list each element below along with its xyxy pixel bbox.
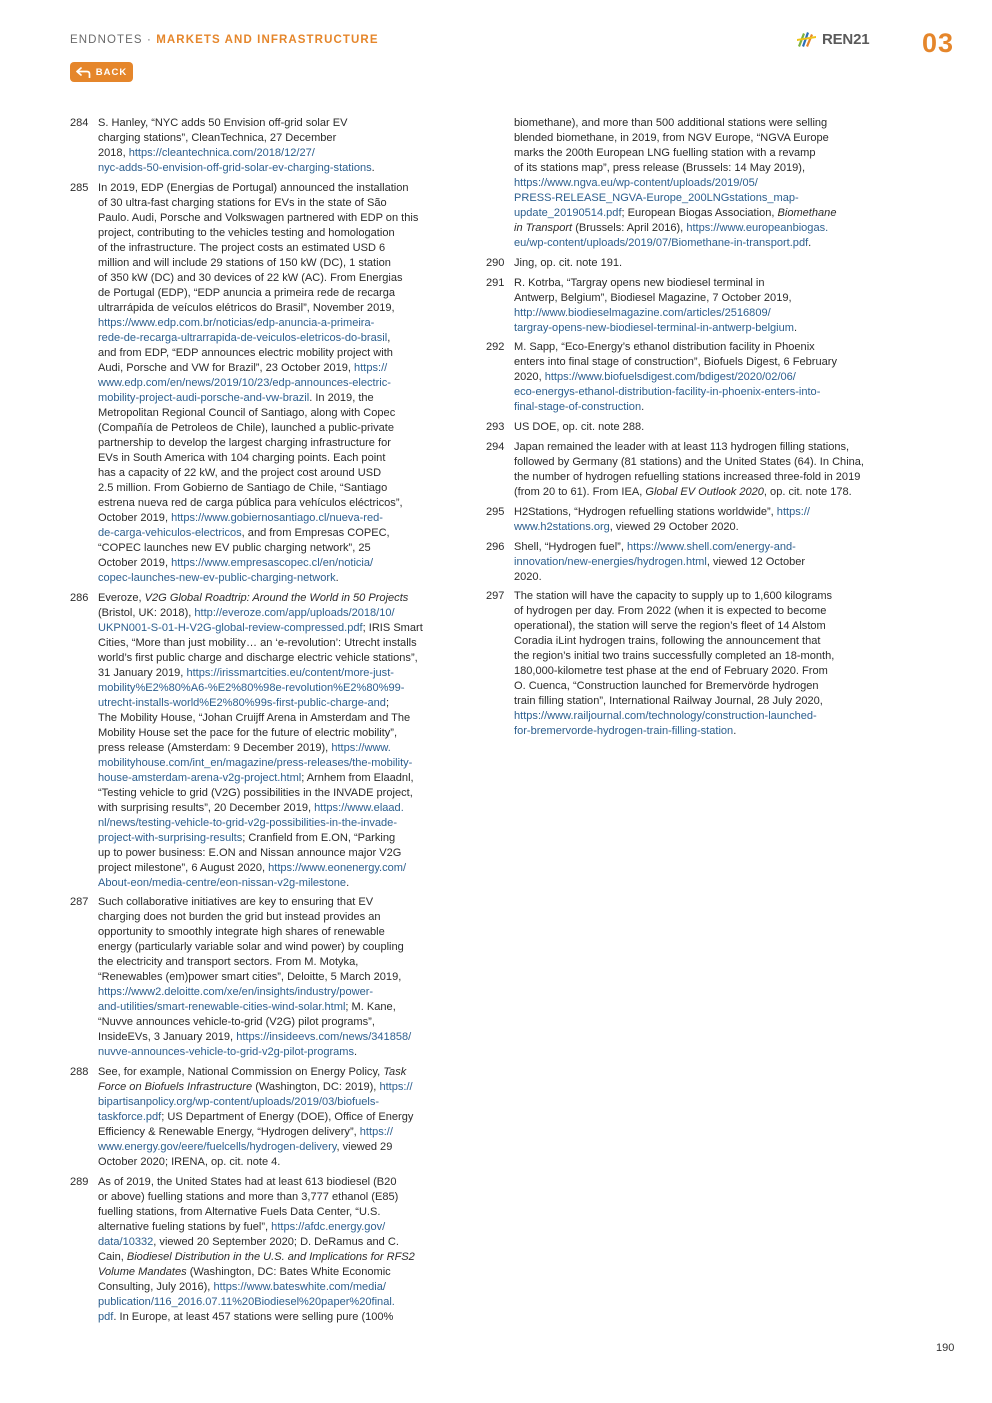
ren21-logo-icon <box>796 30 818 48</box>
endnote-text: In 2019, EDP (Energias de Portugal) announced the installation of 30 ultra-fast charging stations for EVs in the state of São Paulo. Audi, Porsche and Volkswagen partnered with EDP on this project, contributing to the vehicles testing and homologation of the infrastructure. The project costs an estimated USD 6 million and will include 29 stations of 150 kW (DC), 1 station of 350 kW (DC) and 30 devices of 22 kW (AC). From Energias de Portugal (EDP), “EDP anuncia a primeira rede de recarga ultrarrápida de veículos elétricos do Brasil”, November 2019, https://www.edp.com.br/noticias/edp-anuncia-a-primeira- rede-de-recarga-ultrarrapida-de-veiculos-eletricos-do-brasil, and from EDP, “EDP announces electric mobility project with Audi, Porsche and VW for Brazil”, 23 October 2019, https:// www.edp.com/en/news/2019/10/23/edp-announces-electric- mobility-project-audi-porsche-and-vw-brazil. In 2019, the Metropolitan Regional Council of Santiago, along with Copec (Compañía de Petroleos de Chile), launched a public-private partnership to develop the largest charging infrastructure for EVs in South America with 104 charging points. Each point has a capacity of 22 kW, and the project cost around USD 2.5 million. From Gobierno de Santiago de Chile, “Santiago estrena nueva red de carga pública para vehículos eléctricos”, October 2019, https://www.gobiernosantiago.cl/nueva-red- de-carga-vehiculos-electricos, and from Empresas COPEC, “COPEC launches new EV public charging network”, 25 October 2019, https://www.empresascopec.cl/en/noticia/ copec-launches-new-ev-public-charging-network. <box>98 181 419 584</box>
endnote-text: Japan remained the leader with at least 113 hydrogen filling stations, followed by Germany (81 stations) and the United States (64). In China, the number of hydrogen refuelling stations increased three-fold in 2019 (from 20 to 61). From IEA, Global EV Outlook 2020, op. cit. note 178. <box>514 440 864 498</box>
endnote <box>70 1175 462 1325</box>
header-prefix: ENDNOTES · <box>70 34 157 46</box>
endnote <box>486 420 878 435</box>
endnote <box>486 276 878 336</box>
endnote-link[interactable]: https://www2.deloitte.com/xe/en/insights/industry/power- and-utilities/smart-renewable-cities-wind-solar.html <box>98 986 374 1014</box>
endnote-link[interactable]: https:// bipartisanpolicy.org/wp-content/uploads/2019/03/biofuels- taskforce.pdf <box>98 1081 413 1124</box>
endnote-number: 295 <box>486 505 505 518</box>
header-section-link[interactable]: MARKETS AND INFRASTRUCTURE <box>156 34 379 46</box>
endnote-number: 288 <box>70 1066 89 1079</box>
endnote <box>70 1065 462 1170</box>
logo-text: REN21 <box>822 30 870 48</box>
endnote-link[interactable]: http://www.biodieselmagazine.com/articles/2516809/ targray-opens-new-biodiesel-terminal-in-antwerp-belgium <box>514 306 794 334</box>
endnote-number: 297 <box>486 590 505 603</box>
endnote-link[interactable]: https://www.edp.com.br/noticias/edp-anuncia-a-primeira- rede-de-recarga-ultrarrapida-de-veiculos-eletricos-do-brasil <box>98 316 388 344</box>
endnote-number: 286 <box>70 591 89 604</box>
endnote-text: As of 2019, the United States had at least 613 biodiesel (B20 or above) fuelling stations and more than 3,777 ethanol (E85) fuelling stations, from Alternative Fuels Data Center, “U.S. alternative fueling stations by fuel”, https://afdc.energy.gov/ data/10332, viewed 20 September 2020; D. DeRamus and C. Cain, Biodiesel Distribution in the U.S. and Implications for RFS2 Volume Mandates (Washington, DC: Bates White Economic Consulting, July 2016), https://www.bateswhite.com/media/ publication/116_2016.07.11%20Biodiesel%20paper%20final. pdf. In Europe, at least 457 stations were selling pure (100% <box>98 1175 415 1323</box>
endnote-link[interactable]: https://www.eonenergy.com/ About-eon/media-centre/eon-nissan-v2g-milestone <box>98 861 407 889</box>
chapter-number: 03 <box>922 28 955 58</box>
endnote-text: The station will have the capacity to supply up to 1,600 kilograms of hydrogen per day. From 2022 (when it is expected to become operational), the station will serve the region’s fleet of 14 Alstom Coradia iLint hydrogen trains, following the announcement that the region’s initial two trains successfully completed an 18-month, 180,000-kilometre test phase at the end of February 2020. From O. Cuenca, “Construction launched for Bremervörde hydrogen train filling station”, International Railway Journal, 28 July 2020, https://www.railjournal.com/technology/construction-launched- for-bremervorde-hydrogen-train-filling-station. <box>514 590 835 738</box>
running-header <box>70 34 379 46</box>
endnote-text: S. Hanley, “NYC adds 50 Envision off-grid solar EV charging stations”, CleanTechnica, 27 December 2018, https://cleantechnica.com/2018/12/27/ nyc-adds-50-envision-off-grid-solar-ev-charging-stations. <box>98 117 375 174</box>
endnote-number: 291 <box>486 276 505 289</box>
endnote-text: H2Stations, “Hydrogen refuelling stations worldwide”, https:// www.h2stations.org, viewed 29 October 2020. <box>514 505 810 533</box>
endnote <box>486 589 878 739</box>
endnote-text: Such collaborative initiatives are key to ensuring that EV charging does not burden the grid but instead provides an opportunity to smoothly integrate high shares of renewable energy (particularly variable solar and wind power) by coupling the electricity and transport sectors. From M. Motyka, “Renewables (em)power smart cities”, Deloitte, 5 March 2019, https://www2.deloitte.com/xe/en/insights/industry/power- and-utilities/smart-renewable-cities-wind-solar.html; M. Kane, “Nuvve announces vehicle-to-grid (V2G) pilot programs”, InsideEVs, 3 January 2019, https://insideevs.com/news/341858/ nuvve-announces-vehicle-to-grid-v2g-pilot-programs. <box>98 896 412 1059</box>
endnote <box>70 116 462 176</box>
endnote-number: 293 <box>486 421 505 434</box>
endnote-link[interactable]: https:// www.h2stations.org <box>514 505 810 533</box>
back-arrow-icon <box>76 67 91 78</box>
endnote-text: US DOE, op. cit. note 288. <box>514 421 645 434</box>
endnote-link[interactable]: https://insideevs.com/news/341858/ nuvve-announces-vehicle-to-grid-v2g-pilot-programs <box>98 1031 412 1059</box>
endnotes-left-column <box>70 116 462 1330</box>
endnote <box>486 340 878 415</box>
endnote-text: biomethane), and more than 500 additional stations were selling blended biomethane, in 2019, from NGV Europe, “NGVA Europe marks the 200th European LNG fuelling station with a revamp of its stations map”, press release (Brussels: 14 May 2019), https://www.ngva.eu/wp-content/uploads/2019/05/ PRESS-RELEASE_NGVA-Europe_200LNGstations_map- update_20190514.pdf; European Biogas Association, Biomethane in Transport (Brussels: April 2016), https://www.europeanbiogas. eu/wp-content/uploads/2019/07/Biomethane-in-transport.pdf. <box>514 117 837 249</box>
endnote-link[interactable]: https://www.gobiernosantiago.cl/nueva-red- de-carga-vehiculos-electricos <box>98 511 383 539</box>
endnote-text: M. Sapp, “Eco-Energy’s ethanol distribution facility in Phoenix enters into final stage of construction”, Biofuels Digest, 6 February 2020, https://www.biofuelsdigest.com/bdigest/2020/02/06/ eco-energys-ethanol-distribution-facility-in-phoenix-enters-into- final-stage-of-construction. <box>514 341 837 414</box>
endnote-link[interactable]: https://www.empresascopec.cl/en/noticia/ copec-launches-new-ev-public-charging-network <box>98 556 374 584</box>
endnote-link[interactable]: https://irissmartcities.eu/content/more-just- mobility%E2%80%A6-%E2%80%98e-revolution%E2%80%99- utrecht-installs-world%E2%80%99s-first-public-charge-and <box>98 666 405 709</box>
endnote-number: 294 <box>486 440 505 453</box>
endnote-text: Shell, “Hydrogen fuel”, https://www.shell.com/energy-and- innovation/new-energies/hydrogen.html, viewed 12 October 2020. <box>514 540 806 583</box>
endnote <box>486 540 878 585</box>
endnote <box>70 181 462 586</box>
endnote-link[interactable]: https://www.elaad. nl/news/testing-vehicle-to-grid-v2g-possibilities-in-the-invade- project-with-surprising-results <box>98 801 404 844</box>
endnote-text: Everoze, V2G Global Roadtrip: Around the World in 50 Projects (Bristol, UK: 2018), http://everoze.com/app/uploads/2018/10/ UKPN001-S-01-H-V2G-global-review-compressed.pdf; IRIS Smart Cities, “More than just mobility… an ‘e-revolution’: Utrecht installs world’s first public charge and discharge electric vehicle stations”, 31 January 2019, https://irissmartcities.eu/content/more-just- mobility%E2%80%A6-%E2%80%98e-revolution%E2%80%99- utrecht-installs-world%E2%80%99s-first-public-charge-and; The Mobility House, “Johan Cruijff Arena in Amsterdam and The Mobility House set the pace for the future of electric mobility”, press release (Amsterdam: 9 December 2019), https://www. mobilityhouse.com/int_en/magazine/press-releases/the-mobility- house-amsterdam-arena-v2g-project.html; Arnhem from Elaadnl, “Testing vehicle to grid (V2G) possibilities in the INVADE project, with surprising results”, 20 December 2019, https://www.elaad. nl/news/testing-vehicle-to-grid-v2g-possibilities-in-the-invade- project-with-surprising-results; Cranfield from E.ON, “Parking up to power business: E.ON and Nissan announce major V2G project milestone”, 6 August 2020, https://www.eonenergy.com/ About-eon/media-centre/eon-nissan-v2g-milestone. <box>98 591 423 889</box>
endnote-link[interactable]: https://www.railjournal.com/technology/construction-launched- for-bremervorde-hydrogen-train-filling-station <box>514 710 817 738</box>
endnote-number: 296 <box>486 540 505 553</box>
back-button[interactable] <box>70 62 133 82</box>
endnote-number: 292 <box>486 341 505 354</box>
endnote-link[interactable]: https://www.biofuelsdigest.com/bdigest/2020/02/06/ eco-energys-ethanol-distribution-facility-in-phoenix-enters-into- final-stage-of-construction <box>514 371 821 414</box>
back-label: BACK <box>95 66 128 78</box>
endnote-number: 289 <box>70 1175 89 1188</box>
endnote-number: 290 <box>486 256 505 269</box>
endnote-link[interactable]: https://cleantechnica.com/2018/12/27/ nyc-adds-50-envision-off-grid-solar-ev-charging-stations <box>98 147 372 174</box>
endnote-link[interactable]: http://everoze.com/app/uploads/2018/10/ UKPN001-S-01-H-V2G-global-review-compressed.pdf <box>98 606 395 634</box>
endnotes-right-column <box>486 116 878 744</box>
endnote-number: 285 <box>70 181 89 194</box>
ren21-logo[interactable] <box>796 30 869 48</box>
endnote <box>486 256 878 271</box>
endnote <box>70 591 462 891</box>
endnote-link[interactable]: https://www.europeanbiogas. eu/wp-content/uploads/2019/07/Biomethane-in-transport.pdf <box>514 222 829 249</box>
endnote-number: 287 <box>70 896 89 909</box>
endnote-link[interactable]: https:// www.energy.gov/eere/fuelcells/hydrogen-delivery <box>98 1126 393 1154</box>
endnote-link[interactable]: https://www.bateswhite.com/media/ publication/116_2016.07.11%20Biodiesel%20paper%20final. pdf <box>98 1280 395 1323</box>
endnote-link[interactable]: https://www.shell.com/energy-and- innovation/new-energies/hydrogen.html <box>514 540 796 568</box>
endnote-text: Jing, op. cit. note 191. <box>514 256 623 269</box>
endnote <box>486 116 878 251</box>
page-number: 190 <box>936 1342 955 1354</box>
endnote-link[interactable]: https:// www.edp.com/en/news/2019/10/23/edp-announces-electric- mobility-project-audi-porsche-and-vw-brazil <box>98 361 391 404</box>
endnote-link[interactable]: https://www.ngva.eu/wp-content/uploads/2019/05/ PRESS-RELEASE_NGVA-Europe_200LNGstations_map- update_20190514.pdf <box>514 177 799 219</box>
endnote <box>486 505 878 535</box>
endnote-text: See, for example, National Commission on Energy Policy, Task Force on Biofuels Infrastructure (Washington, DC: 2019), https:// bipartisanpolicy.org/wp-content/uploads/2019/03/biofuels- taskforce.pdf; US Department of Energy (DOE), Office of Energy Efficiency & Renewable Energy, “Hydrogen delivery”, https:// www.energy.gov/eere/fuelcells/hydrogen-delivery, viewed 29 October 2020; IRENA, op. cit. note 4. <box>98 1066 414 1169</box>
endnote <box>70 895 462 1060</box>
endnote-link[interactable]: https://www. mobilityhouse.com/int_en/magazine/press-releases/the-mobility- house-amsterdam-arena-v2g-project.html <box>98 741 413 784</box>
endnote-number: 284 <box>70 117 89 129</box>
endnote <box>486 440 878 500</box>
endnote-link[interactable]: https://afdc.energy.gov/ data/10332 <box>98 1220 386 1248</box>
endnote-text: R. Kotrba, “Targray opens new biodiesel terminal in Antwerp, Belgium”, Biodiesel Magazine, 7 October 2019, http://www.biodieselmagazine.com/articles/2516809/ targray-opens-new-biodiesel-terminal-in-antwerp-belgium. <box>514 276 798 334</box>
